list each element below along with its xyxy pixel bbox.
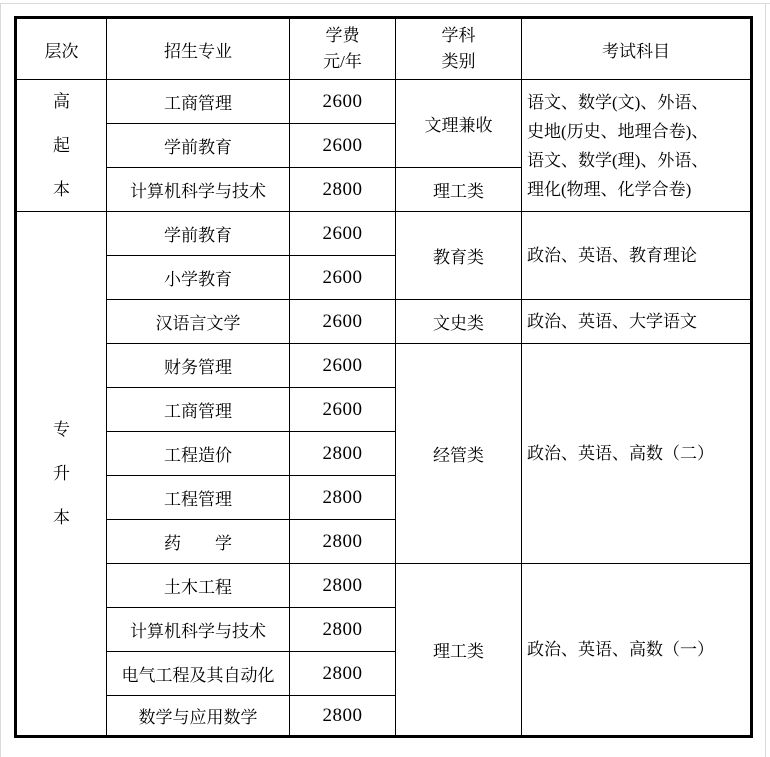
exam-line: 语文、数学(理)、外语、 — [527, 150, 709, 170]
major-cell: 小学教育 — [107, 256, 290, 300]
major-cell: 学前教育 — [107, 212, 290, 256]
fee-cell: 2600 — [290, 256, 396, 300]
exam-line: 史地(历史、地理合卷)、 — [527, 121, 709, 141]
exam-line: 政治、英语、大学语文 — [527, 312, 697, 331]
fee-cell: 2800 — [290, 520, 396, 564]
level-label-gaoqiben — [17, 80, 106, 211]
table-row — [16, 344, 752, 388]
fee-cell: 2800 — [290, 608, 396, 652]
level-char: 本 — [53, 507, 70, 527]
exam-subjects-cell — [522, 212, 752, 300]
level-cell-gaoqiben — [16, 80, 107, 212]
fee-cell: 2600 — [290, 212, 396, 256]
header-category-line1: 学科 — [441, 26, 476, 45]
level-char: 升 — [53, 463, 70, 483]
major-cell: 土木工程 — [107, 564, 290, 608]
exam-subjects-cell — [522, 300, 752, 344]
major-cell: 学前教育 — [107, 124, 290, 168]
header-tuition — [290, 18, 396, 80]
fee-cell: 2800 — [290, 564, 396, 608]
level-char: 高 — [53, 91, 70, 111]
major-cell: 工商管理 — [107, 388, 290, 432]
page-edge-right — [765, 3, 766, 757]
level-label-zhuanshengben — [17, 212, 106, 735]
major-cell: 财务管理 — [107, 344, 290, 388]
exam-subjects-text — [522, 635, 750, 664]
table-row — [16, 300, 752, 344]
major-cell: 数学与应用数学 — [107, 696, 290, 737]
exam-subjects-text — [522, 307, 750, 336]
fee-cell: 2800 — [290, 168, 396, 212]
header-major: 招生专业 — [107, 18, 290, 80]
category-cell: 文史类 — [396, 300, 522, 344]
major-cell: 药 学 — [107, 520, 290, 564]
level-char: 专 — [53, 419, 70, 439]
fee-cell: 2800 — [290, 476, 396, 520]
exam-subjects-text — [522, 88, 750, 204]
exam-line: 政治、英语、高数（二） — [527, 444, 714, 463]
fee-cell: 2600 — [290, 124, 396, 168]
exam-subjects-cell — [522, 564, 752, 737]
category-cell: 文理兼收 — [396, 80, 522, 168]
header-row — [16, 18, 752, 80]
fee-cell: 2600 — [290, 388, 396, 432]
table-row — [16, 212, 752, 256]
major-cell: 工商管理 — [107, 80, 290, 124]
category-cell: 经管类 — [396, 344, 522, 564]
header-level: 层次 — [16, 18, 107, 80]
category-cell: 教育类 — [396, 212, 522, 300]
fee-cell: 2800 — [290, 432, 396, 476]
major-cell: 计算机科学与技术 — [107, 608, 290, 652]
page-edge-left — [0, 3, 1, 757]
exam-line: 政治、英语、教育理论 — [527, 246, 697, 265]
major-cell: 工程管理 — [107, 476, 290, 520]
category-cell: 理工类 — [396, 564, 522, 737]
exam-line: 语文、数学(文)、外语、 — [527, 92, 709, 112]
category-cell: 理工类 — [396, 168, 522, 212]
major-cell: 计算机科学与技术 — [107, 168, 290, 212]
header-category-line2: 类别 — [441, 52, 476, 71]
exam-subjects-cell — [522, 344, 752, 564]
major-cell: 汉语言文学 — [107, 300, 290, 344]
header-subjects: 考试科目 — [522, 18, 752, 80]
fee-cell: 2600 — [290, 344, 396, 388]
exam-subjects-text — [522, 241, 750, 270]
level-char: 起 — [53, 135, 70, 155]
page-edge-top — [0, 3, 770, 4]
exam-subjects-cell — [522, 80, 752, 212]
fee-cell: 2800 — [290, 696, 396, 737]
table-row — [16, 564, 752, 608]
level-cell-zhuanshengben — [16, 212, 107, 737]
level-char: 本 — [53, 179, 70, 199]
fee-cell: 2600 — [290, 80, 396, 124]
table-row — [16, 80, 752, 124]
header-category — [396, 18, 522, 80]
exam-subjects-text — [522, 439, 750, 468]
header-tuition-line2: 元/年 — [323, 52, 362, 71]
fee-cell: 2800 — [290, 652, 396, 696]
header-tuition-line1: 学费 — [325, 26, 360, 45]
fee-cell: 2600 — [290, 300, 396, 344]
major-cell: 电气工程及其自动化 — [107, 652, 290, 696]
admissions-tuition-table — [14, 16, 753, 738]
exam-line: 理化(物理、化学合卷) — [527, 179, 692, 199]
major-cell: 工程造价 — [107, 432, 290, 476]
exam-line: 政治、英语、高数（一） — [527, 640, 714, 659]
